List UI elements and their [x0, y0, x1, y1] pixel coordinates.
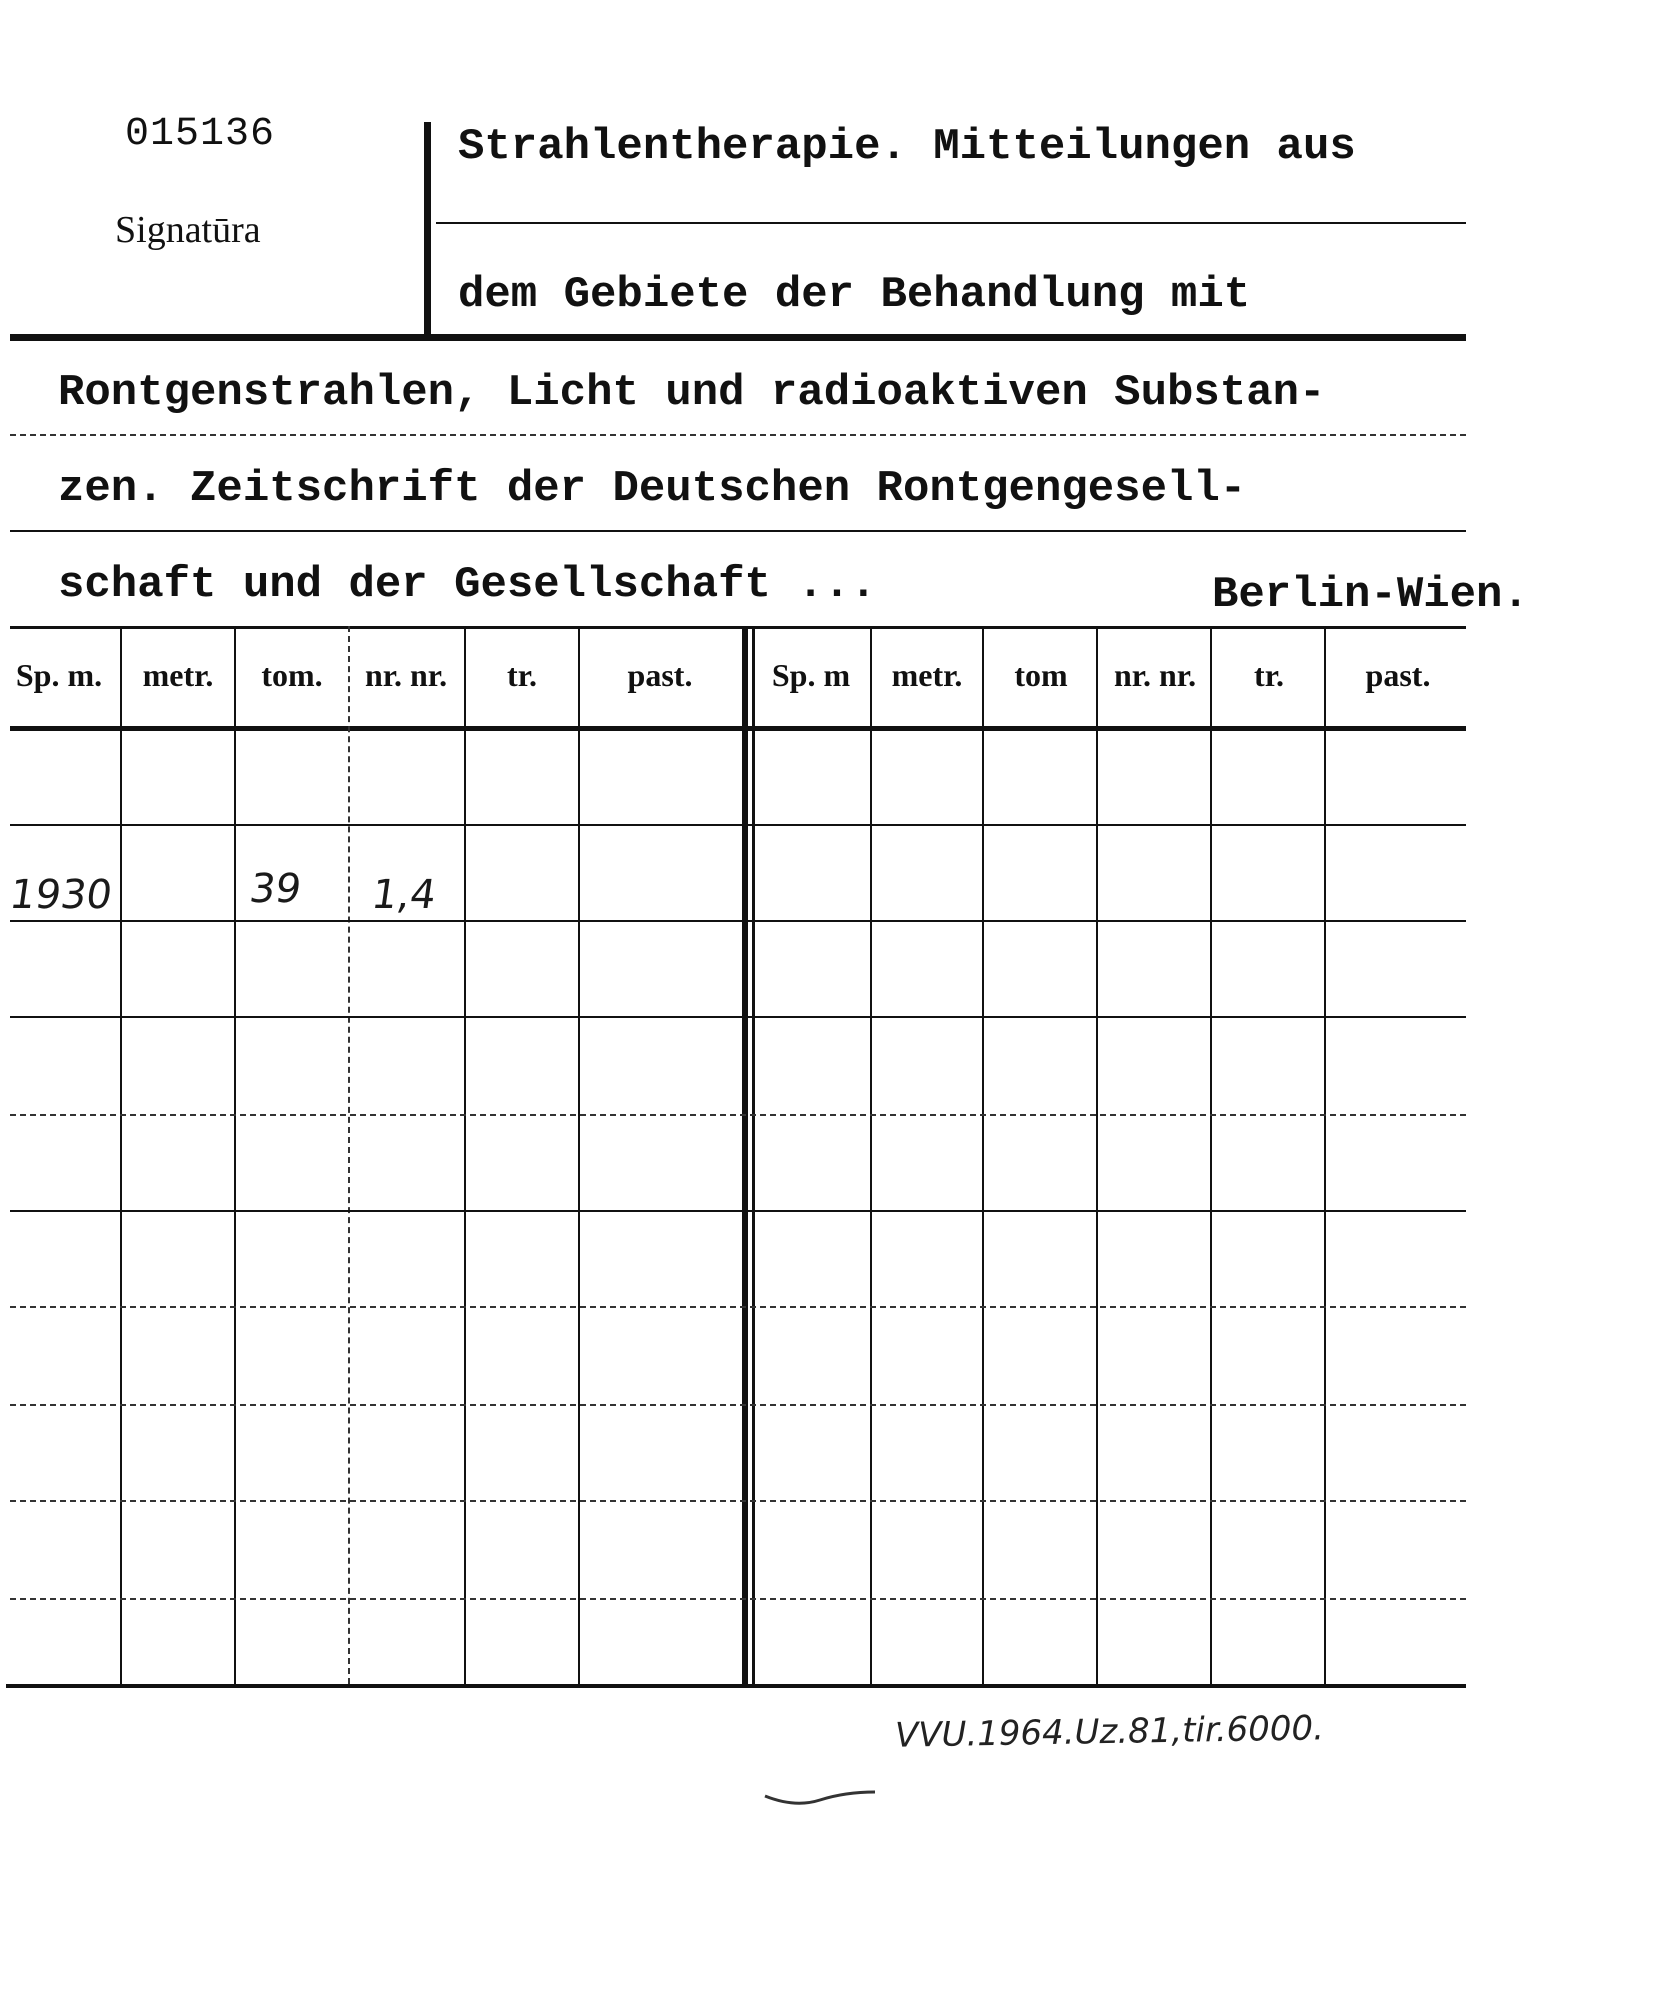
column-line: [1210, 626, 1212, 1684]
title-line-4: zen. Zeitschrift der Deutschen Rontgengesell-: [58, 464, 1247, 514]
table-top-rule: [10, 626, 1466, 629]
col-header-tom: tom.: [261, 657, 323, 693]
title-line-5: schaft und der Gesellschaft ...: [58, 560, 877, 610]
squiggle-mark: [760, 1784, 880, 1814]
column-header-rule: [10, 726, 1466, 731]
title-rule-3: [10, 434, 1466, 436]
col-header-tr-right: tr.: [1254, 657, 1284, 693]
row-line: [10, 1500, 1466, 1502]
column-line: [870, 626, 872, 1684]
column-line: [234, 626, 236, 1684]
print-run-note: VVU.1964.Uz.81,tir.6000.: [894, 1708, 1325, 1756]
col-header-past-right: past.: [1365, 657, 1431, 693]
row-line: [10, 824, 1466, 826]
center-double-line: [742, 626, 748, 1684]
column-line: [982, 626, 984, 1684]
column-line: [578, 626, 580, 1684]
column-line: [348, 626, 350, 1684]
row-line: [10, 920, 1466, 922]
col-header-sp-m-right: Sp. m: [771, 657, 851, 693]
header-divider: [424, 122, 431, 334]
col-header-metr: metr.: [142, 657, 214, 693]
entry-tom: 39: [246, 866, 305, 912]
signature-number: 015136: [125, 112, 276, 157]
title-line-2: dem Gebiete der Behandlung mit: [458, 270, 1251, 320]
col-header-metr-right: metr.: [891, 657, 963, 693]
title-rule-1: [436, 222, 1466, 224]
col-header-past: past.: [627, 657, 693, 693]
col-header-nr-right: nr. nr.: [1113, 657, 1197, 693]
column-line: [1096, 626, 1098, 1684]
entry-year: 1930: [6, 872, 116, 918]
col-header-tom-right: tom: [1014, 657, 1068, 693]
row-line: [10, 1210, 1466, 1212]
table-bottom-rule: [6, 1684, 1466, 1688]
center-double-line: [752, 626, 755, 1684]
title-line-1: Strahlentherapie. Mitteilungen aus: [458, 122, 1356, 172]
row-line: [10, 1598, 1466, 1600]
col-header-tr: tr.: [507, 657, 537, 693]
column-line: [1324, 626, 1326, 1684]
row-line: [10, 1306, 1466, 1308]
title-line-3: Rontgenstrahlen, Licht und radioaktiven Substan-: [58, 368, 1326, 418]
row-line: [10, 1114, 1466, 1116]
row-line: [10, 1404, 1466, 1406]
row-line: [10, 1016, 1466, 1018]
column-line: [464, 626, 466, 1684]
title-rule-4: [10, 530, 1466, 532]
header-rule: [10, 334, 1466, 341]
col-header-nr: nr. nr.: [364, 657, 448, 693]
col-header-sp-m: Sp. m.: [15, 657, 103, 693]
column-line: [120, 626, 122, 1684]
signature-label: Signatūra: [115, 209, 261, 251]
place-of-publication: Berlin-Wien.: [1212, 570, 1529, 620]
entry-nr: 1,4: [368, 872, 439, 918]
